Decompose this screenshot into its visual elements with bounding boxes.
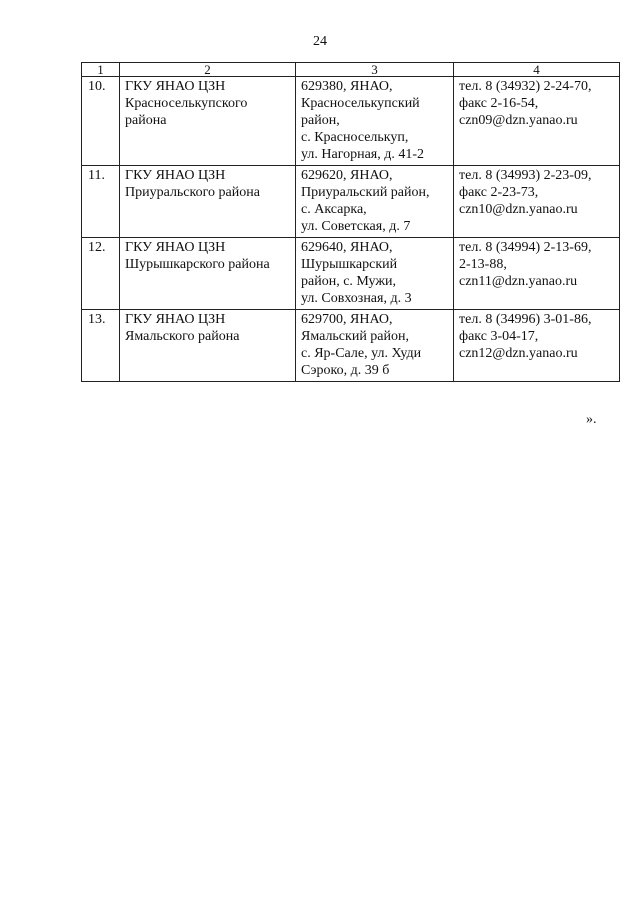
row-number: 11. — [82, 166, 120, 238]
email-line: czn12@dzn.yanao.ru — [459, 346, 578, 361]
employment-centers-table — [81, 62, 620, 382]
closing-quote: ». — [586, 412, 597, 427]
organization-name-cell — [120, 77, 296, 166]
organization-name-line: ГКУ ЯНАО ЦЗН — [125, 168, 226, 183]
table-header-row — [82, 63, 620, 77]
fax-line: факс 3-04-17, — [459, 329, 539, 344]
organization-name-line: Красноселькупского — [125, 96, 248, 111]
contacts-cell — [454, 166, 620, 238]
column-header: 4 — [454, 63, 620, 77]
address-line: 629380, ЯНАО, — [301, 79, 393, 94]
address-line: район, — [301, 113, 340, 128]
address-line: 629640, ЯНАО, — [301, 240, 393, 255]
organization-name-line: ГКУ ЯНАО ЦЗН — [125, 240, 226, 255]
phone-line: тел. 8 (34994) 2-13-69, — [459, 240, 592, 255]
address-line: 629700, ЯНАО, — [301, 312, 393, 327]
address-line: Красноселькупский — [301, 96, 420, 111]
address-line: район, с. Мужи, — [301, 274, 396, 289]
organization-name-line: Ямальского района — [125, 329, 240, 344]
address-line: 629620, ЯНАО, — [301, 168, 393, 183]
phone-line: тел. 8 (34993) 2-23-09, — [459, 168, 592, 183]
address-line: Шурышкарский — [301, 257, 398, 272]
address-line: с. Аксарка, — [301, 202, 367, 217]
table-row — [82, 238, 620, 310]
organization-name-cell — [120, 310, 296, 382]
address-line: с. Красноселькуп, — [301, 130, 409, 145]
organization-name-line: ГКУ ЯНАО ЦЗН — [125, 79, 226, 94]
contacts-cell — [454, 77, 620, 166]
page-number: 24 — [313, 34, 327, 49]
phone-line: тел. 8 (34932) 2-24-70, — [459, 79, 592, 94]
organization-name-cell — [120, 166, 296, 238]
email-line: czn11@dzn.yanao.ru — [459, 274, 578, 289]
address-line: Ямальский район, — [301, 329, 410, 344]
organization-name-line: района — [125, 113, 167, 128]
phone-line: 2-13-88, — [459, 257, 507, 272]
column-header: 2 — [120, 63, 296, 77]
address-line: ул. Нагорная, д. 41-2 — [301, 147, 425, 162]
address-line: Сэроко, д. 39 б — [301, 363, 390, 378]
address-cell — [296, 238, 454, 310]
phone-line: тел. 8 (34996) 3-01-86, — [459, 312, 592, 327]
column-header: 1 — [82, 63, 120, 77]
address-cell — [296, 310, 454, 382]
email-line: czn09@dzn.yanao.ru — [459, 113, 578, 128]
table-row — [82, 166, 620, 238]
address-line: Приуральский район, — [301, 185, 430, 200]
address-line: ул. Совхозная, д. 3 — [301, 291, 412, 306]
organization-name-line: ГКУ ЯНАО ЦЗН — [125, 312, 226, 327]
row-number: 10. — [82, 77, 120, 166]
organization-name-cell — [120, 238, 296, 310]
column-header: 3 — [296, 63, 454, 77]
row-number: 13. — [82, 310, 120, 382]
organization-name-line: Приуральского района — [125, 185, 260, 200]
address-cell — [296, 166, 454, 238]
fax-line: факс 2-16-54, — [459, 96, 539, 111]
row-number: 12. — [82, 238, 120, 310]
email-line: czn10@dzn.yanao.ru — [459, 202, 578, 217]
organization-name-line: Шурышкарского района — [125, 257, 270, 272]
address-line: с. Яр-Сале, ул. Худи — [301, 346, 422, 361]
contacts-cell — [454, 310, 620, 382]
fax-line: факс 2-23-73, — [459, 185, 539, 200]
address-cell — [296, 77, 454, 166]
table-row — [82, 310, 620, 382]
table-row — [82, 77, 620, 166]
address-line: ул. Советская, д. 7 — [301, 219, 411, 234]
contacts-cell — [454, 238, 620, 310]
